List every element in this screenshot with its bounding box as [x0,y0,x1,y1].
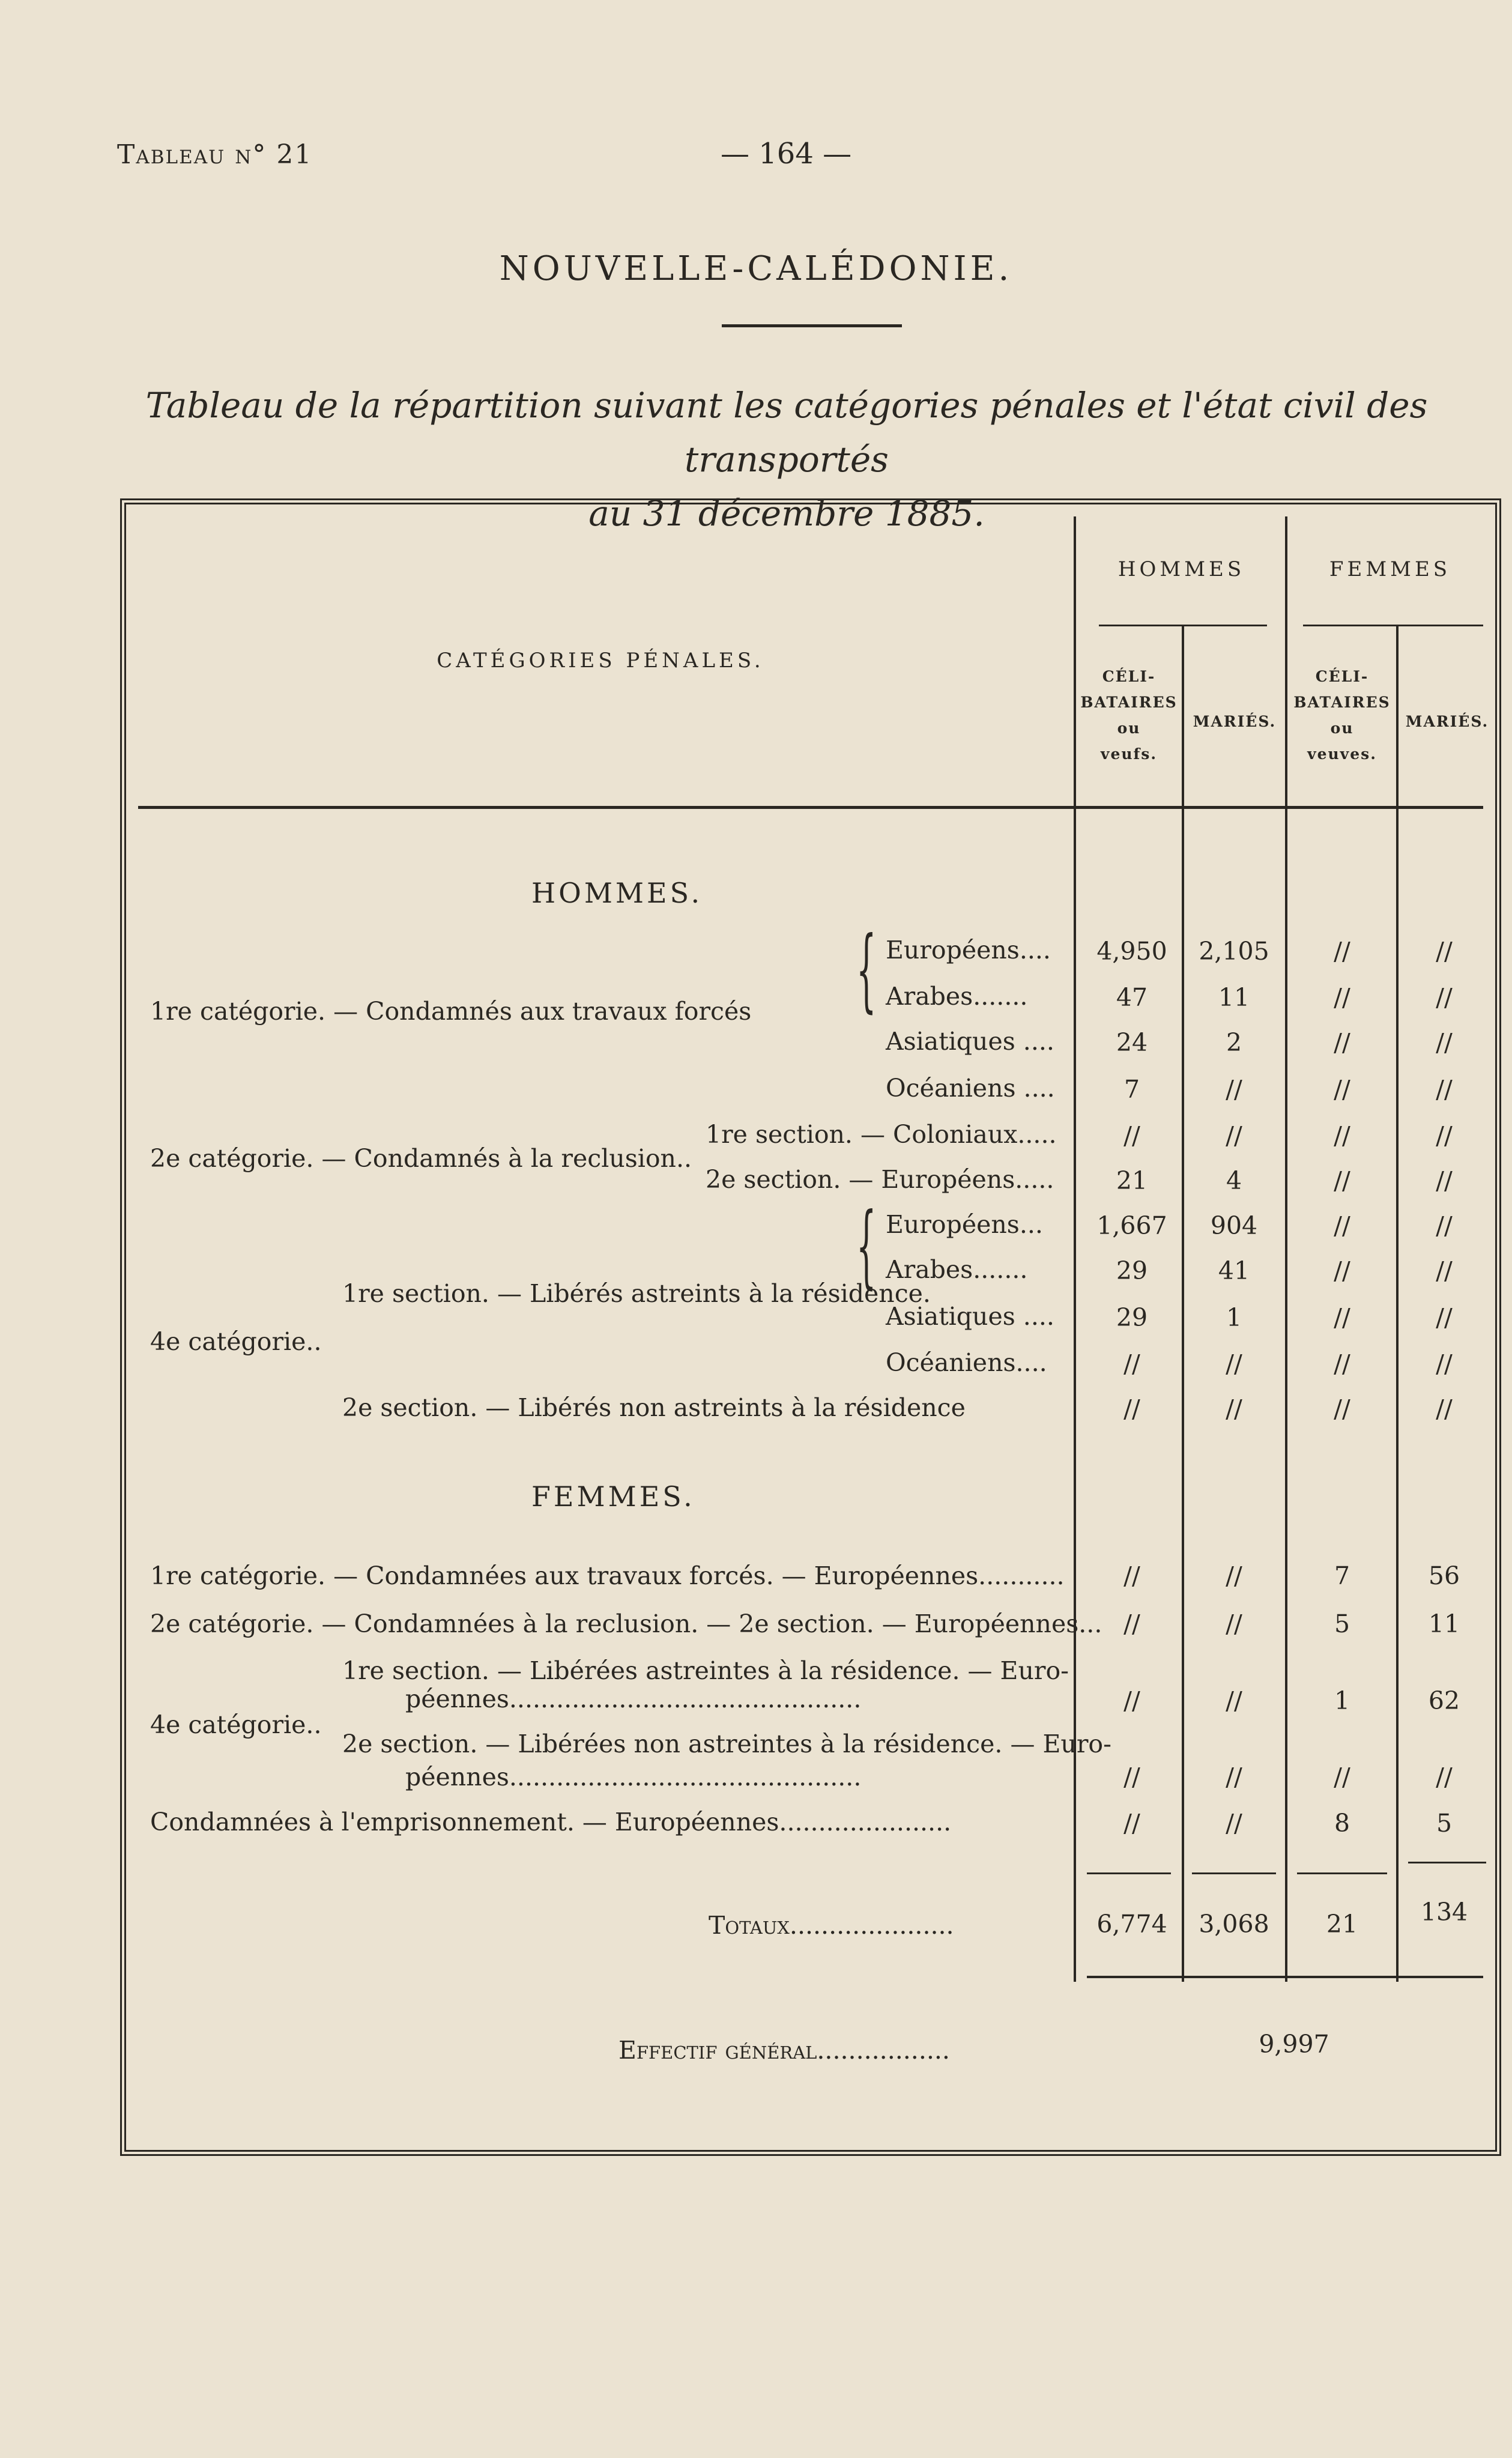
cell-f-celib: // [1334,983,1350,1012]
label-cat2-hommes: 2e catégorie. — Condamnés à la reclusion.. [150,1144,692,1173]
label-totaux: Totaux..................... [709,1911,954,1940]
cell-f-celib: // [1334,1075,1350,1104]
label-s1-hommes: 1re section. — Libérés astreints à la résidence. [342,1279,931,1308]
label-asiatiques-2: Asiatiques .... [886,1302,1054,1331]
cell-f-maries: 56 [1428,1561,1460,1590]
header-bottom-rule [138,806,1483,809]
cell-h-maries: // [1226,1121,1242,1150]
cell-h-maries: 904 [1210,1211,1258,1240]
label-arabes-2: Arabes....... [886,1255,1028,1284]
cell-f-celib: 8 [1334,1809,1350,1838]
cell-f-maries: // [1436,1349,1453,1378]
cell-f-celib: // [1334,1256,1350,1285]
label-f4-s2a: 2e section. — Libérées non astreintes à la résidence. — Euro- [342,1730,1111,1758]
cell-f-maries: // [1436,1303,1453,1332]
cell-f-celib: // [1334,1166,1350,1195]
cell-h-celib: // [1123,1686,1140,1715]
col-header-h-maries: MARIÉS. [1193,713,1277,730]
section-hommes: HOMMES. [531,877,703,909]
col-header-f-maries: MARIÉS. [1405,713,1489,730]
label-f4: 4e catégorie.. [150,1710,322,1739]
brace-cat4: { [856,1194,877,1298]
label-f4-s1a: 1re section. — Libérées astreintes à la résidence. — Euro- [342,1656,1069,1685]
col-divider-1 [1074,516,1076,1982]
cell-h-celib: 7 [1123,1075,1140,1104]
cell-f-maries: // [1436,1121,1453,1150]
cell-f-celib: // [1334,1211,1350,1240]
cell-f-maries: 5 [1436,1809,1453,1838]
label-europeens-2: Européens... [886,1210,1043,1239]
totals-rule-2 [1192,1872,1276,1874]
col-header-f-celibataires: CÉLI- BATAIRES ou veuves. [1293,668,1391,763]
total-f-celib: 21 [1326,1910,1358,1939]
cell-h-celib: // [1123,1561,1140,1590]
col-header-categories: CATÉGORIES PÉNALES. [437,649,764,673]
label-f4-s2b: péennes............................................. [405,1763,862,1791]
label-s2-hommes: 2e section. — Libérés non astreints à la résidence [342,1393,966,1422]
total-h-maries: 3,068 [1199,1910,1269,1939]
cell-h-maries: 2,105 [1199,937,1269,966]
cell-h-celib: // [1123,1394,1140,1423]
cell-h-maries: 1 [1226,1303,1242,1332]
cell-f-celib: // [1334,1028,1350,1057]
subtitle-line-1: Tableau de la répartition suivant les catégories pénales et l'état civil des transportés [145,385,1428,480]
cell-h-celib: 24 [1116,1028,1148,1057]
femmes-rule [1303,625,1483,626]
cell-f-maries: // [1436,983,1453,1012]
cell-h-maries: 4 [1226,1166,1242,1195]
col-header-femmes: FEMMES [1329,557,1451,581]
totals-rule-3 [1297,1872,1387,1874]
cell-f-celib: // [1334,1349,1350,1378]
col-header-h-celibataires: CÉLI- BATAIRES ou veufs. [1080,668,1178,763]
label-cat4-hommes: 4e catégorie.. [150,1327,322,1356]
col-divider-3 [1285,516,1287,1982]
cell-f-maries: 62 [1428,1686,1460,1715]
label-europeens: Européens.... [886,936,1051,964]
label-f4-s1b: péennes............................................. [405,1685,862,1713]
cell-h-celib: 21 [1116,1166,1148,1195]
label-f2: 2e catégorie. — Condamnées à la reclusion. — 2e section. — Européennes... [150,1609,1102,1638]
cell-h-maries: 41 [1218,1256,1250,1285]
cell-f-celib: // [1334,1763,1350,1791]
totals-rule-4 [1408,1862,1486,1863]
effectif-general-value: 9,997 [1259,2030,1329,2059]
cell-f-celib: // [1334,937,1350,966]
hommes-rule [1099,625,1267,626]
label-section-europeens: 2e section. — Européens..... [706,1165,1054,1194]
table-reference: Tableau n° 21 [117,139,313,170]
cell-f-maries: // [1436,1763,1453,1791]
cell-h-celib: 1,667 [1096,1211,1167,1240]
col-header-hommes: HOMMES [1117,557,1245,581]
cell-f-maries: // [1436,1394,1453,1423]
label-asiatiques: Asiatiques .... [886,1027,1054,1056]
cell-h-maries: // [1226,1561,1242,1590]
totals-rule-1 [1087,1872,1171,1874]
label-f5: Condamnées à l'emprisonnement. — Européennes...................... [150,1808,952,1836]
label-oceaniens-2: Océaniens.... [886,1348,1047,1377]
cell-f-celib: 7 [1334,1561,1350,1590]
page-number: — 164 — [721,137,852,171]
cell-h-celib: // [1123,1763,1140,1791]
cell-h-maries: // [1226,1075,1242,1104]
total-h-celib: 6,774 [1096,1910,1167,1939]
cell-f-maries: // [1436,1166,1453,1195]
cell-h-maries: // [1226,1349,1242,1378]
cell-h-maries: 11 [1218,983,1250,1012]
cell-f-maries: // [1436,1256,1453,1285]
cell-f-maries: 11 [1428,1609,1460,1638]
cell-f-maries: // [1436,1028,1453,1057]
total-f-maries: 134 [1420,1898,1468,1927]
label-arabes: Arabes....... [886,982,1028,1011]
cell-h-celib: // [1123,1349,1140,1378]
cell-h-celib: 29 [1116,1303,1148,1332]
cell-f-celib: 1 [1334,1686,1350,1715]
cell-h-celib: // [1123,1121,1140,1150]
label-oceaniens: Océaniens .... [886,1074,1055,1103]
label-f1: 1re catégorie. — Condamnées aux travaux forcés. — Européennes........... [150,1561,1065,1590]
general-rule [1087,1976,1483,1978]
cell-f-maries: // [1436,1211,1453,1240]
label-cat1-hommes: 1re catégorie. — Condamnés aux travaux forcés [150,997,752,1026]
cell-h-maries: // [1226,1394,1242,1423]
label-effectif-general: Effectif général................. [618,2036,950,2065]
brace-cat1: { [856,918,877,1022]
cell-f-celib: // [1334,1394,1350,1423]
cell-h-maries: // [1226,1809,1242,1838]
page-title: NOUVELLE-CALÉDONIE. [499,249,1013,288]
cell-h-celib: 29 [1116,1256,1148,1285]
subtitle-line-2: au 31 décembre 1885. [588,493,985,534]
cell-h-maries: 2 [1226,1028,1242,1057]
cell-f-maries: // [1436,937,1453,966]
label-section-coloniaux: 1re section. — Coloniaux..... [706,1120,1057,1149]
cell-f-celib: // [1334,1121,1350,1150]
cell-h-maries: // [1226,1686,1242,1715]
cell-h-maries: // [1226,1763,1242,1791]
cell-h-celib: 4,950 [1096,937,1167,966]
cell-h-maries: // [1226,1609,1242,1638]
cell-f-celib: // [1334,1303,1350,1332]
cell-f-maries: // [1436,1075,1453,1104]
title-rule [722,324,902,327]
cell-f-celib: 5 [1334,1609,1350,1638]
cell-h-celib: // [1123,1809,1140,1838]
cell-h-celib: // [1123,1609,1140,1638]
section-femmes: FEMMES. [531,1480,695,1513]
cell-h-celib: 47 [1116,983,1148,1012]
